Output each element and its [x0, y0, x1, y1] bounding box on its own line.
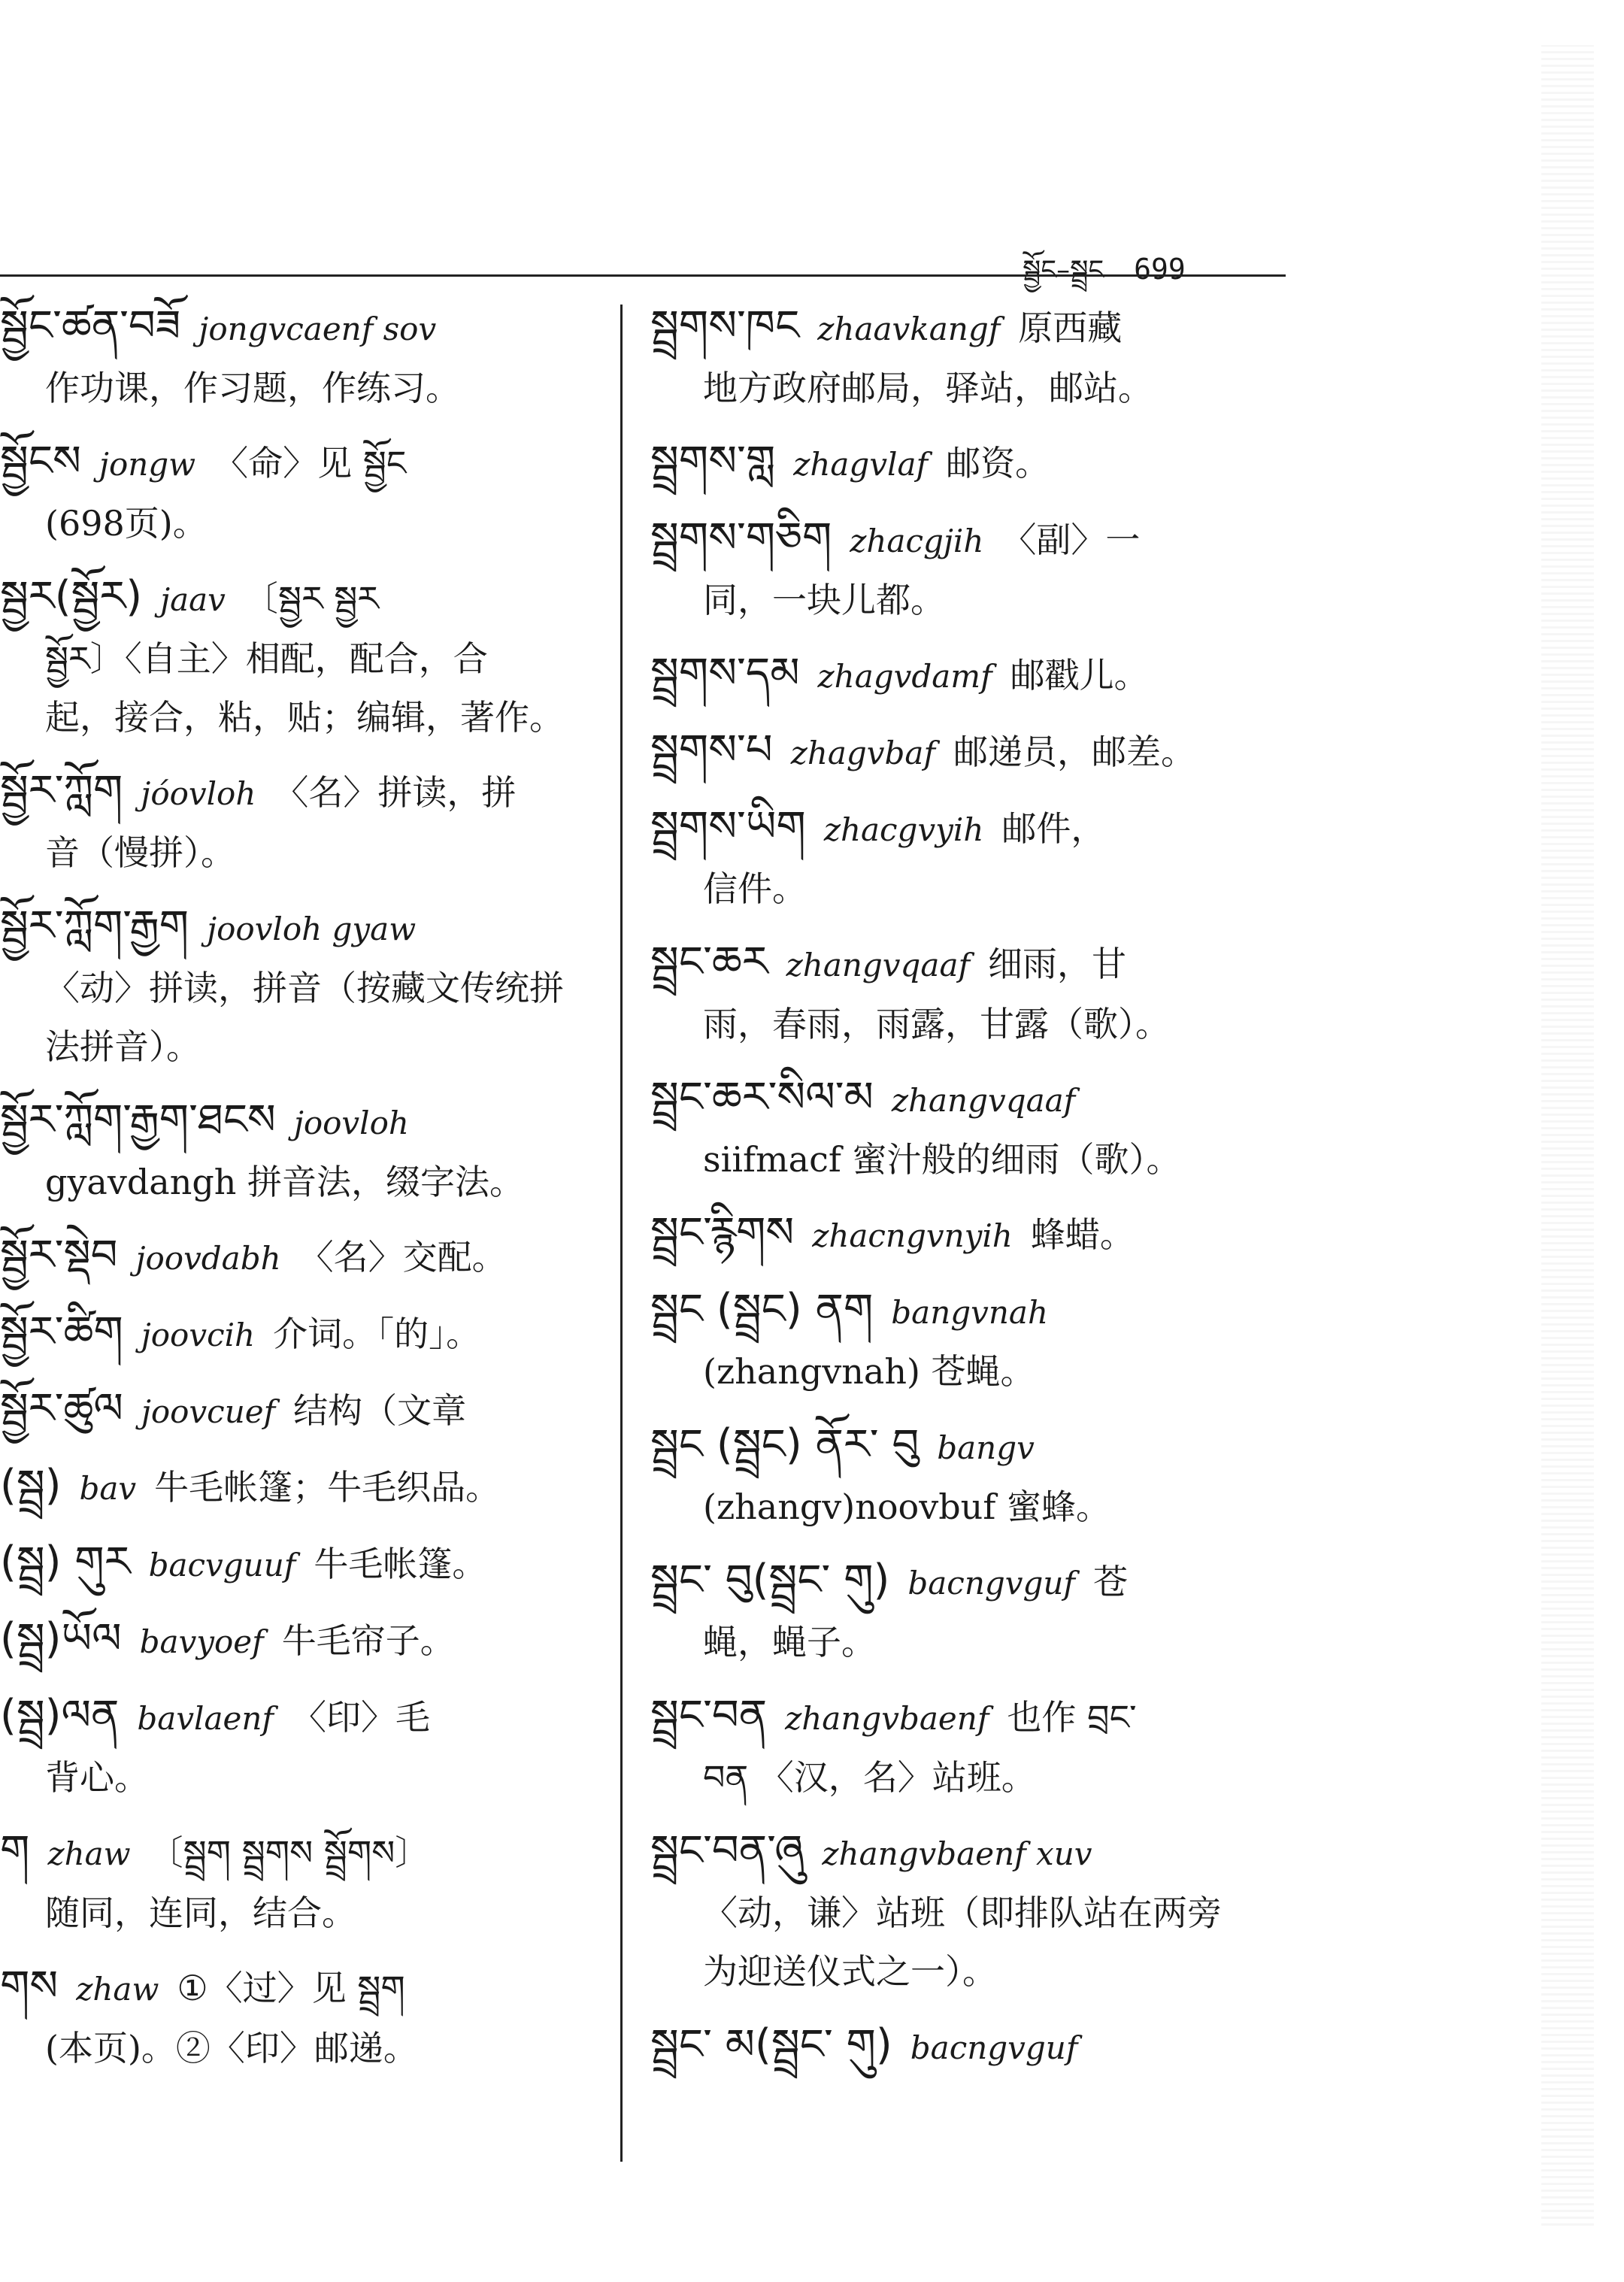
entry-romanization: jaav: [160, 581, 226, 618]
entry-first-line: [0, 568, 601, 629]
dictionary-entry: [0, 297, 601, 417]
entry-romanization: zhacgvyih: [823, 811, 984, 848]
entry-headword: སྦྱོང་ཚན་བཟོ: [0, 302, 181, 350]
entry-definition: 〈副〉一: [1001, 520, 1141, 560]
entry-headword: སྦྲགས་པ: [650, 726, 773, 774]
entry-definition-continued: སྦྱོར〕〈自主〉相配，配合，合: [45, 638, 488, 679]
entry-romanization: joovdabh: [135, 1240, 281, 1277]
entry-headword: སྦྲང་ བུ(སྦྲང་ གུ): [650, 1556, 890, 1605]
entry-romanization: joovcuef: [141, 1393, 276, 1430]
entry-first-line: [650, 1686, 1297, 1748]
dictionary-entry: [650, 1822, 1297, 2001]
entry-definition-continued: siifmacf 蜜汁般的细雨（歌）。: [703, 1139, 1181, 1180]
entry-first-line: [650, 1068, 1297, 1130]
entry-first-line: [650, 509, 1297, 571]
entry-romanization: zhagvlaf: [793, 446, 929, 483]
entry-first-line: [0, 432, 601, 494]
entry-headword: སྦྲང་རྙིགས: [650, 1208, 795, 1257]
entry-first-line: [0, 1686, 601, 1748]
dictionary-entry: [650, 1686, 1297, 1807]
dictionary-entry: [650, 721, 1297, 783]
entry-definition-continued: 起，接合，粘，贴；编辑，著作。: [45, 697, 564, 738]
dictionary-entry: [0, 1533, 601, 1595]
entry-definition: 邮戳儿。: [1010, 655, 1149, 696]
dictionary-entry: [650, 2016, 1297, 2077]
dictionary-entry: [650, 432, 1297, 494]
entry-headword: སྦྲགས་གླ: [650, 437, 776, 486]
entry-romanization: bangv: [937, 1429, 1035, 1466]
entry-headword: གས: [0, 1962, 59, 2011]
entry-romanization: zhangvbaenf: [785, 1700, 989, 1737]
entry-romanization: bacngvguf: [910, 2029, 1078, 2066]
entry-first-line: [650, 798, 1297, 859]
entry-definition-continued: gyavdangh 拼音法，缀字法。: [45, 1162, 525, 1202]
dictionary-entry: [650, 1068, 1297, 1189]
entry-definition-continued: 蝇，蝇子。: [703, 1622, 876, 1662]
entry-romanization: zhaw: [47, 1835, 131, 1872]
dictionary-entry: [0, 762, 601, 882]
entry-definition-continued: 随同，连同，结合。: [45, 1893, 356, 1933]
entry-definition: 牛毛帐篷。: [314, 1544, 487, 1584]
entry-headword: (སྦྲ) གུར: [0, 1538, 131, 1586]
entry-romanization: zhangvqaaf: [786, 947, 971, 983]
entry-definition: 〈命〉见 སྦྱོང: [214, 443, 407, 483]
entry-definition-continued: 信件。: [703, 868, 807, 909]
entry-first-line: [0, 1380, 601, 1441]
entry-romanization: joovloh gyaw: [207, 911, 417, 947]
left-column: [0, 297, 601, 2093]
page-number: 699: [1134, 253, 1186, 286]
entry-first-line: [650, 644, 1297, 706]
dictionary-entry: [0, 1380, 601, 1441]
entry-definition-continued: 雨，春雨，雨露，甘露（歌）。: [703, 1004, 1170, 1044]
entry-first-line: [0, 1533, 601, 1595]
entry-definition-continued: (zhangv)noovbuf 蜜蜂。: [703, 1486, 1110, 1527]
dictionary-entry: [0, 432, 601, 553]
entry-romanization: zhangvbaenf xuv: [822, 1835, 1092, 1872]
entry-romanization: zhangvqaaf: [891, 1082, 1076, 1119]
entry-headword: (སྦྲ): [0, 1461, 62, 1510]
entry-headword: ག: [0, 1826, 30, 1875]
entry-definition: 结构（文章: [293, 1390, 467, 1431]
entry-definition: 牛毛帘子。: [281, 1620, 455, 1661]
entry-definition-continued: (698页)。: [45, 503, 208, 544]
entry-first-line: [650, 297, 1297, 359]
dictionary-entry: [0, 1091, 601, 1211]
entry-headword: སྦྲང་ཆར: [650, 938, 768, 986]
entry-romanization: joovcih: [141, 1317, 256, 1353]
entry-first-line: [0, 1456, 601, 1518]
entry-first-line: [0, 1226, 601, 1288]
dictionary-entry: [0, 568, 601, 747]
dictionary-entry: [650, 1280, 1297, 1401]
entry-first-line: [0, 1822, 601, 1883]
header-guideword: སྦྱོང–སྦྲང: [1023, 255, 1104, 286]
entry-first-line: [0, 897, 601, 959]
entry-headword: སྦྲང་ཆར་སིལ་མ: [650, 1073, 874, 1122]
entry-romanization: zhacngvnyih: [812, 1217, 1013, 1254]
dictionary-entry: [0, 1610, 601, 1671]
entry-first-line: [650, 1204, 1297, 1265]
entry-first-line: [0, 1091, 601, 1153]
entry-romanization: zhacgjih: [850, 523, 984, 559]
entry-definition-continued: 同，一块儿都。: [703, 580, 945, 620]
entry-headword: སྦྲང་བན་ཞུ: [650, 1826, 804, 1875]
entry-definition: 〈印〉毛: [291, 1697, 430, 1738]
entry-headword: སྦྲགས་ཡིག: [650, 802, 806, 851]
entry-headword: སྦྱོར་ཀློག: [0, 766, 123, 815]
dictionary-entry: [650, 933, 1297, 1053]
entry-definition: 苍: [1092, 1562, 1128, 1602]
entry-headword: སྦྱར(སྦྱོར): [0, 572, 143, 621]
column-divider: [620, 305, 623, 2162]
entry-definition-continued: 背心。: [45, 1757, 149, 1798]
entry-definition: 邮递员，邮差。: [953, 732, 1195, 772]
dictionary-entry: [650, 297, 1297, 417]
dictionary-entry: [0, 1686, 601, 1807]
entry-definition-continued: 音（慢拼）。: [45, 832, 235, 873]
entry-headword: སྦྲང་ མ(སྦྲང་ གུ): [650, 2020, 892, 2069]
entry-first-line: [0, 1957, 601, 2019]
entry-definition: ①〈过〉见 སྦྲག: [177, 1968, 405, 2008]
header-rule: [0, 274, 1286, 277]
entry-first-line: [0, 297, 601, 359]
entry-headword: སྦྱོར་ཚིག: [0, 1308, 123, 1356]
entry-headword: སྦྲང (སྦྲང) ནག: [650, 1285, 874, 1334]
entry-headword: (སྦྲ)ཡོལ: [0, 1614, 122, 1663]
dictionary-entry: [650, 644, 1297, 706]
entry-romanization: bavyoef: [139, 1623, 264, 1660]
dictionary-entry: [0, 1226, 601, 1288]
entry-romanization: zhagvdamf: [817, 658, 992, 695]
entry-first-line: [650, 432, 1297, 494]
entry-definition-continued: 〈动〉拼读，拼音（按藏文传统拼: [45, 968, 564, 1008]
dictionary-entry: [0, 1822, 601, 1942]
entry-headword: སྦྱོར་སྡེབ: [0, 1231, 118, 1280]
entry-definition-continued: (zhangvnah) 苍蝇。: [703, 1351, 1035, 1392]
entry-headword: སྦྲང་བན: [650, 1691, 768, 1740]
entry-romanization: bacngvguf: [907, 1565, 1075, 1602]
dictionary-entry: [650, 1416, 1297, 1536]
entry-romanization: joovloh: [293, 1105, 409, 1141]
entry-first-line: [650, 1416, 1297, 1477]
entry-definition: 邮件，: [1001, 808, 1106, 849]
dictionary-entry: [650, 1551, 1297, 1671]
entry-definition: 介词。「的」。: [273, 1314, 481, 1354]
entry-definition: 〔སྦྱར སྦྱར: [243, 578, 379, 619]
scan-margin-noise: [1541, 45, 1594, 2226]
entry-first-line: [650, 933, 1297, 995]
entry-definition-continued: 地方政府邮局，驿站，邮站。: [703, 368, 1153, 408]
entry-headword: སྦྱོར་ཀློག་རྒྱག: [0, 902, 189, 950]
entry-definition: 邮资。: [946, 443, 1050, 483]
entry-romanization: bacvguuf: [148, 1547, 296, 1583]
dictionary-entry: [0, 897, 601, 1076]
entry-headword: སྦྱོངས: [0, 437, 81, 486]
entry-headword: སྦྲང (སྦྲང) ནོར་ བུ: [650, 1420, 920, 1469]
entry-headword: སྦྲགས་གཅིག: [650, 514, 832, 562]
entry-headword: སྦྱོར་ཀློག་རྒྱག་ཐངས: [0, 1096, 276, 1144]
entry-definition: 〈名〉拼读，拼: [274, 772, 517, 813]
entry-romanization: bavlaenf: [137, 1700, 274, 1737]
entry-first-line: [650, 1551, 1297, 1613]
entry-first-line: [0, 1303, 601, 1365]
page-header: [1023, 239, 1323, 284]
entry-definition: 牛毛帐篷；牛毛织品。: [154, 1467, 501, 1508]
entry-definition: 蜂蜡。: [1030, 1214, 1135, 1255]
entry-first-line: [650, 2016, 1297, 2077]
entry-definition-continued: 法拼音）。: [45, 1026, 201, 1067]
dictionary-entry: [0, 1303, 601, 1365]
entry-first-line: [0, 1610, 601, 1671]
entry-definition-continued: 作功课，作习题，作练习。: [45, 368, 460, 408]
entry-definition: 原西藏: [1018, 308, 1123, 348]
entry-definition: 细雨，甘: [988, 944, 1127, 984]
dictionary-entry: [650, 509, 1297, 629]
entry-romanization: bav: [79, 1470, 137, 1507]
right-column: [650, 297, 1297, 2093]
entry-romanization: jongw: [98, 446, 196, 483]
entry-romanization: zhagvbaf: [790, 735, 935, 771]
entry-headword: (སྦྲ)ལན: [0, 1691, 120, 1740]
entry-headword: སྦྲགས་ཁང: [650, 302, 800, 350]
entry-definition: 〔སྦྲག སྦྲགས སྦྲོགས〕: [148, 1832, 430, 1873]
entry-definition: 也作 བྲང་: [1007, 1697, 1137, 1738]
dictionary-entry: [0, 1456, 601, 1518]
entry-first-line: [650, 1822, 1297, 1883]
entry-romanization: zhaavkangf: [817, 311, 1001, 347]
entry-definition-continued: 为迎送仪式之一）。: [703, 1951, 997, 1992]
dictionary-entry: [650, 1204, 1297, 1265]
entry-romanization: jóovloh: [141, 775, 256, 812]
entry-definition-continued: 〈动，谦〉站班（即排队站在两旁: [703, 1893, 1222, 1933]
entry-definition: 〈名〉交配。: [298, 1237, 507, 1277]
entry-first-line: [650, 1280, 1297, 1342]
dictionary-entry: [0, 1957, 601, 2077]
entry-headword: སྦྲགས་དམ: [650, 649, 800, 698]
entry-definition-continued: (本页)。②〈印〉邮递。: [45, 2028, 418, 2068]
entry-romanization: zhaw: [76, 1971, 159, 2008]
entry-romanization: bangvnah: [891, 1294, 1049, 1331]
entry-first-line: [650, 721, 1297, 783]
entry-romanization: jongvcaenf sov: [198, 311, 437, 347]
entry-first-line: [0, 762, 601, 823]
entry-definition-continued: བན 〈汉，名〉站班。: [703, 1757, 1036, 1798]
entry-headword: སྦྱོར་ཚུལ: [0, 1384, 123, 1433]
dictionary-entry: [650, 798, 1297, 918]
